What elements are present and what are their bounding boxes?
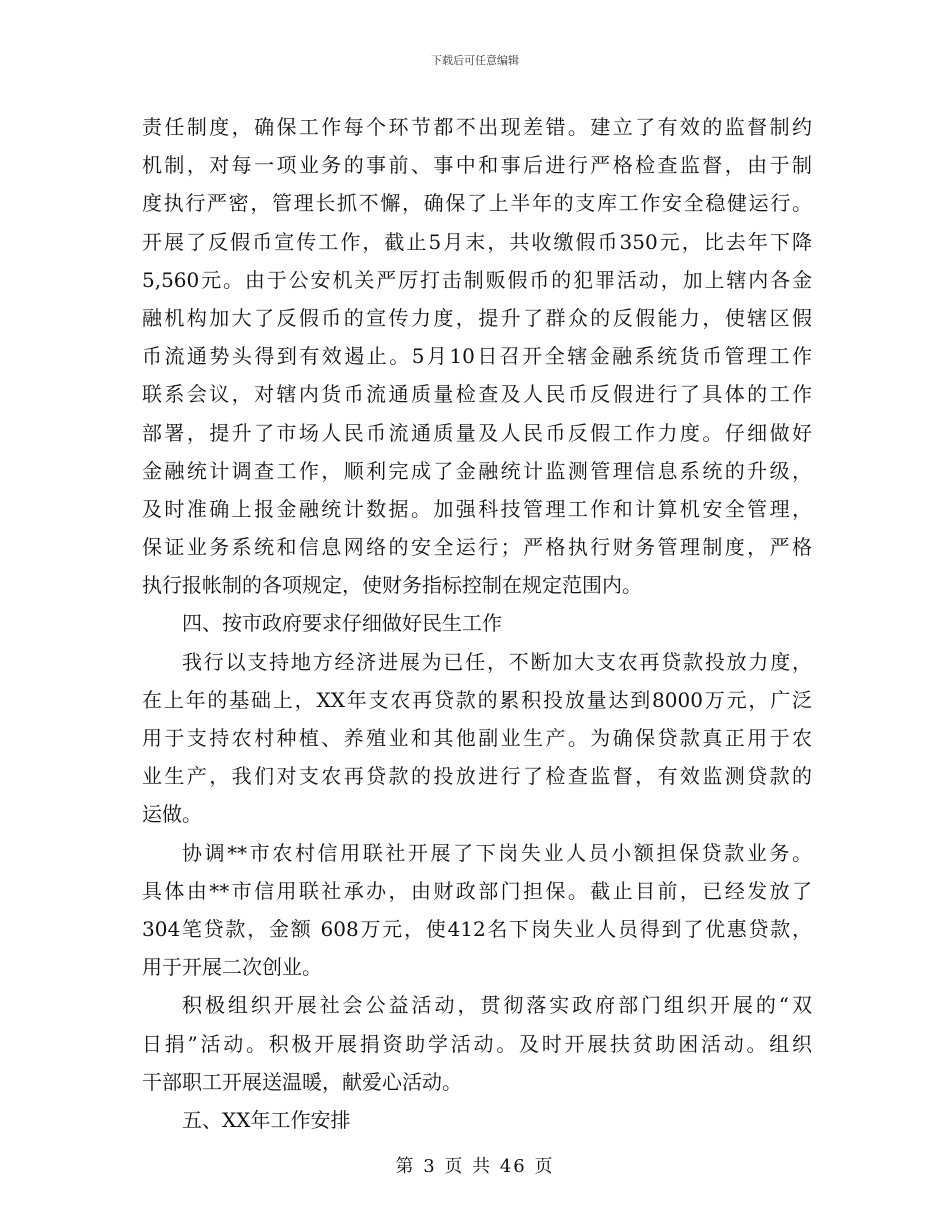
body-line: 业生产，我们对支农再贷款的投放进行了检查监督，有效监测贷款的: [142, 764, 812, 789]
body-line: 融机构加大了反假币的宣传力度，提升了群众的反假能力，使辖区假: [142, 305, 812, 330]
body-line: 日捐”活动。积极开展捐资助学活动。及时开展扶贫助困活动。组织: [142, 1031, 812, 1056]
body-line: 金融统计调查工作，顺利完成了金融统计监测管理信息系统的升级，: [142, 458, 812, 483]
body-line: 用于支持农村种植、养殖业和其他副业生产。为确保贷款真正用于农: [142, 726, 812, 750]
body-line: 保证业务系统和信息网络的安全运行；严格执行财务管理制度，严格: [142, 535, 812, 560]
body-line: 及时准确上报金融统计数据。加强科技管理工作和计算机安全管理，: [142, 496, 812, 521]
body-line: 在上年的基础上，XX年支农再贷款的累积投放量达到8000万元，广泛: [142, 687, 812, 712]
body-line: 执行报帐制的各项规定，使财务指标控制在规定范围内。: [142, 573, 642, 598]
body-line: 我行以支持地方经济进展为已任，不断加大支农再贷款投放力度，: [182, 649, 812, 674]
body-line: 具体由**市信用联社承办，由财政部门担保。截止目前，已经发放了: [142, 878, 812, 903]
body-line: 干部职工开展送温暖，献爱心活动。: [142, 1069, 462, 1094]
body-line: 积极组织开展社会公益活动，贯彻落实政府部门组织开展的“双: [182, 993, 812, 1018]
section-heading: 四、按市政府要求仔细做好民生工作: [182, 611, 502, 636]
body-line: 304笔贷款，金额 608万元，使412名下岗失业人员得到了优惠贷款，: [142, 916, 812, 941]
body-line: 部署，提升了市场人民币流通质量及人民币反假工作力度。仔细做好: [142, 420, 812, 445]
body-line: 联系会议，对辖内货币流通质量检查及人民币反假进行了具体的工作: [142, 382, 812, 407]
document-body: [142, 108, 812, 1139]
body-line: 度执行严密，管理长抓不懈，确保了上半年的支库工作安全稳健运行。: [142, 191, 812, 216]
page-number-footer: 第 3 页 共 46 页: [395, 1156, 555, 1177]
body-line: 币流通势头得到有效遏止。5月10日召开全辖金融系统货币管理工作: [142, 344, 812, 369]
body-line: 用于开展二次创业。: [142, 955, 322, 980]
body-line: 机制，对每一项业务的事前、事中和事后进行严格检查监督，由于制: [142, 153, 812, 178]
body-line: 责任制度，确保工作每个环节都不出现差错。建立了有效的监督制约: [142, 115, 812, 139]
body-line: 运做。: [142, 802, 202, 827]
body-line: 5,560元。由于公安机关严厉打击制贩假币的犯罪活动，加上辖内各金: [142, 267, 812, 292]
body-line: 协调**市农村信用联社开展了下岗失业人员小额担保贷款业务。: [182, 840, 812, 865]
body-line: 开展了反假币宣传工作，截止5月末，共收缴假币350元，比去年下降: [142, 229, 812, 254]
section-heading: 五、XX年工作安排: [182, 1107, 351, 1132]
page-header: 下载后可任意编辑: [431, 54, 519, 67]
